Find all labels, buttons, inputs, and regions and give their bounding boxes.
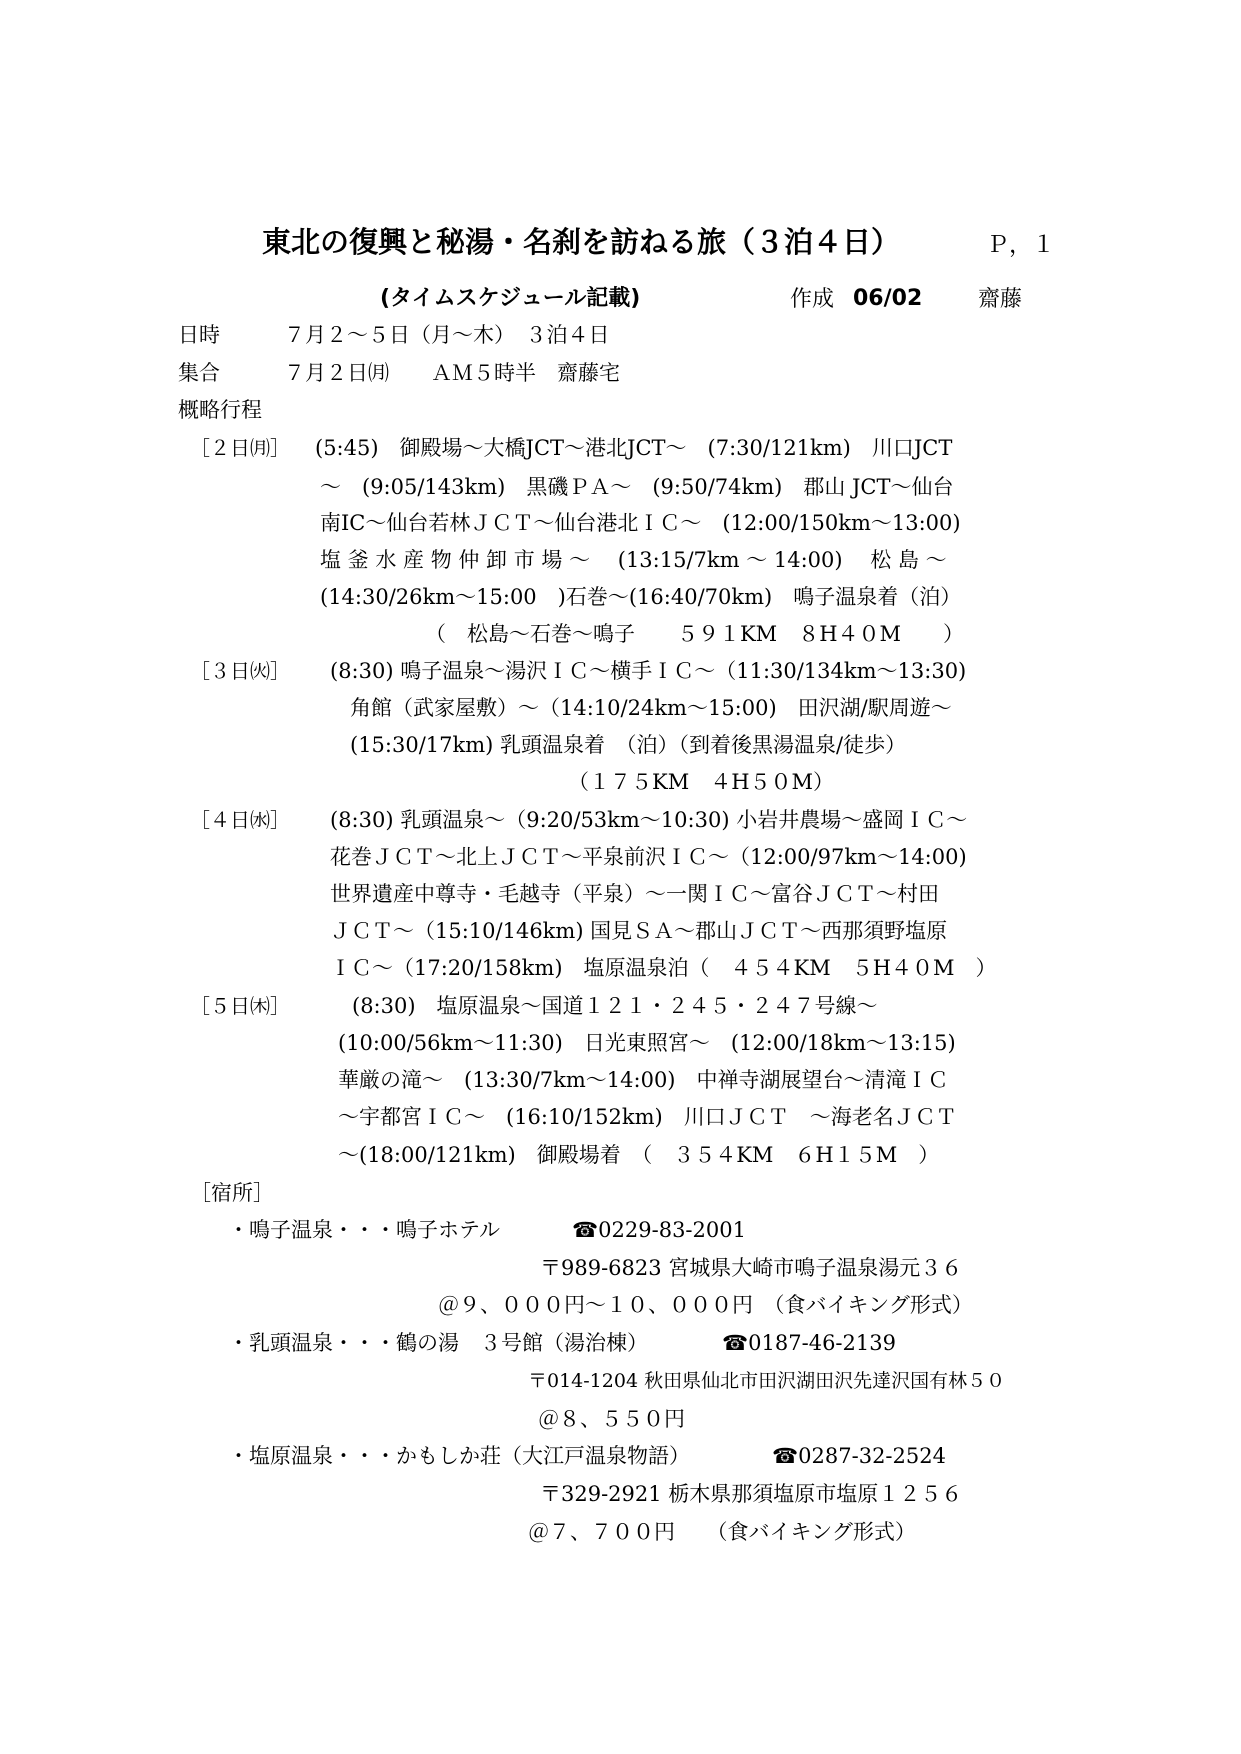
outline-label: 概略行程 bbox=[178, 398, 262, 422]
itinerary-line: (15:30/17km) 乳頭温泉着 （泊）（到着後黒湯温泉/徒歩） bbox=[350, 733, 907, 757]
date-label: 日時 bbox=[178, 323, 220, 347]
created-label: 作成 bbox=[790, 287, 835, 312]
itinerary-line: 華厳の滝～ (13:30/7km～14:00) 中禅寺湖展望台～清滝ＩＣ bbox=[338, 1068, 949, 1092]
itinerary-line: 塩 釜 水 産 物 仲 卸 市 場 ～ (13:15/7km ～ 14:00) 松 島 ～ bbox=[320, 548, 947, 572]
itinerary-line: 南IC～仙台若林ＪＣＴ～仙台港北ＩＣ～ (12:00/150km～13:00) bbox=[320, 511, 961, 535]
day-label: ［５日㈭］ bbox=[190, 994, 290, 1018]
telephone-icon: ☎ bbox=[722, 1331, 749, 1355]
lodging-price: ＠７、７００円 （食バイキング形式） bbox=[528, 1520, 916, 1544]
day-label: ［３日㈫］ bbox=[190, 659, 290, 683]
lodging-name: ・塩原温泉・・・かもしか荘（大江戸温泉物語） bbox=[228, 1444, 690, 1468]
document-title: 東北の復興と秘湯・名刹を訪ねる旅（３泊４日） bbox=[262, 225, 901, 259]
lodging-tel: ☎0229-83-2001 bbox=[572, 1218, 746, 1242]
itinerary-line: (8:30) 鳴子温泉～湯沢ＩＣ～横手ＩＣ～（11:30/134km～13:30) bbox=[330, 659, 967, 683]
itinerary-line: 世界遺産中尊寺・毛越寺（平泉）～一関ＩＣ～富谷ＪＣＴ～村田 bbox=[330, 882, 939, 906]
itinerary-line: ＩＣ～（17:20/158km) 塩原温泉泊（ ４５４KM ５H４０M ） bbox=[330, 956, 997, 980]
lodging-tel: ☎0187-46-2139 bbox=[722, 1331, 896, 1355]
lodging-address: 〒989-6823 宮城県大崎市鳴子温泉湯元３６ bbox=[540, 1256, 963, 1280]
telephone-icon: ☎ bbox=[572, 1218, 599, 1242]
date-value: ７月２～５日（月～木） ３泊４日 bbox=[284, 323, 610, 347]
lodging-name: ・乳頭温泉・・・鶴の湯 ３号館（湯治棟） bbox=[228, 1331, 648, 1355]
lodging-address: 〒329-2921 栃木県那須塩原市塩原１２５６ bbox=[540, 1482, 963, 1506]
itinerary-line: ～ (9:05/143km) 黒磯ＰＡ～ (9:50/74km) 郡山 JCT～仙台 bbox=[320, 475, 954, 499]
itinerary-line: (14:30/26km～15:00 )石巻～(16:40/70km) 鳴子温泉着（泊） bbox=[320, 585, 962, 609]
lodging-address: 〒014-1204 秋田県仙北市田沢湖田沢先達沢国有林５０ bbox=[528, 1370, 1006, 1392]
itinerary-summary: （１７５KM ４H５０M） bbox=[568, 770, 835, 794]
itinerary-line: ～宇都宮ＩＣ～ (16:10/152km) 川口ＪＣＴ ～海老名ＪＣＴ bbox=[338, 1105, 957, 1129]
meet-value: ７月２日㈪ ＡＭ５時半 齋藤宅 bbox=[284, 361, 620, 385]
lodging-price: ＠９、０００円～１０、０００円 （食バイキング形式） bbox=[438, 1293, 973, 1317]
author-name: 齋藤 bbox=[978, 287, 1023, 312]
lodging-name: ・鳴子温泉・・・鳴子ホテル bbox=[228, 1218, 500, 1242]
itinerary-line: 角館（武家屋敷）～（14:10/24km～15:00) 田沢湖/駅周遊～ bbox=[350, 696, 952, 720]
lodging-price: ＠８、５５０円 bbox=[538, 1407, 685, 1431]
itinerary-line: (10:00/56km～11:30) 日光東照宮～ (12:00/18km～13:15) bbox=[338, 1031, 956, 1055]
itinerary-line: (8:30) 乳頭温泉～（9:20/53km～10:30) 小岩井農場～盛岡ＩＣ～ bbox=[330, 808, 968, 832]
document-subtitle: (タイムスケジュール記載) bbox=[380, 286, 641, 311]
itinerary-line: ＪＣＴ～（15:10/146km) 国見ＳＡ～郡山ＪＣＴ～西那須野塩原 bbox=[330, 919, 948, 943]
itinerary-line: ～(18:00/121km) 御殿場着 （ ３５４KM ６H１５M ） bbox=[338, 1143, 940, 1167]
itinerary-line: 花巻ＪＣＴ～北上ＪＣＴ～平泉前沢ＩＣ～（12:00/97km～14:00) bbox=[330, 845, 967, 869]
day-label: ［２日㈪］ bbox=[190, 436, 290, 460]
day-label: ［４日㈬］ bbox=[190, 808, 290, 832]
lodging-tel: ☎0287-32-2524 bbox=[772, 1444, 946, 1468]
telephone-icon: ☎ bbox=[772, 1444, 799, 1468]
itinerary-line: (8:30) 塩原温泉～国道１２１・２４５・２４７号線～ bbox=[352, 994, 878, 1018]
itinerary-line: (5:45) 御殿場～大橋JCT～港北JCT～ (7:30/121km) 川口JCT bbox=[315, 436, 953, 460]
lodging-label: ［宿所］ bbox=[190, 1181, 274, 1205]
created-date: 06/02 bbox=[853, 286, 923, 311]
page-number: Ｐ，１ bbox=[986, 232, 1055, 258]
itinerary-summary: （ 松島～石巻～鳴子 ５９１KM ８H４０M ） bbox=[425, 622, 965, 646]
meet-label: 集合 bbox=[178, 361, 220, 385]
